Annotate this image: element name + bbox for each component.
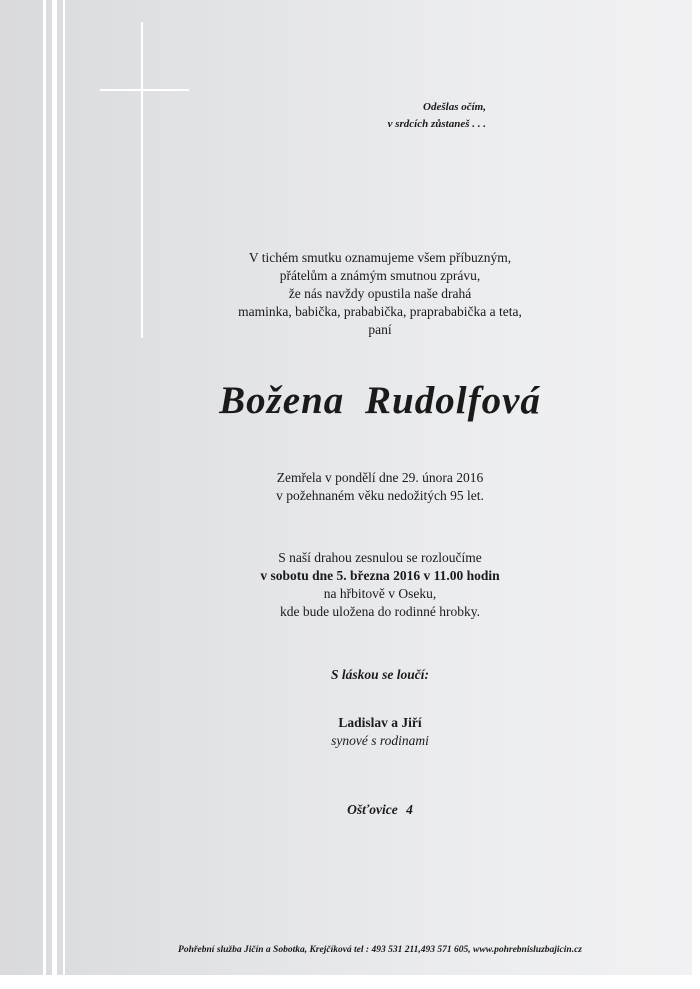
death-info xyxy=(40,469,700,505)
scan-edge xyxy=(0,975,700,989)
mourner-relation: synové s rodinami xyxy=(331,733,429,748)
death-line: Zemřela v pondělí dne 29. února 2016 xyxy=(276,470,484,485)
announcement-line: paní xyxy=(368,322,392,337)
announcement-line: přátelům a známým smutnou zprávu, xyxy=(279,268,481,283)
address: Ošťovice 4 xyxy=(347,802,413,817)
cross-icon-horizontal xyxy=(100,89,189,91)
announcement-line: V tichém smutku oznamujeme všem příbuzným, xyxy=(248,250,512,265)
mourners xyxy=(40,714,700,750)
deceased-name: Božena Rudolfová xyxy=(219,379,541,422)
funeral-service-footer: Pohřební služba Jičín a Sobotka, Krejčíková tel : 493 531 211,493 571 605, www.pohrebnisluzbajicin.cz xyxy=(178,945,582,955)
ceremony-info xyxy=(40,549,700,621)
mourner-names: Ladislav a Jiří xyxy=(338,715,422,730)
motto-line: Odešlas očím, xyxy=(423,101,486,113)
ceremony-line: kde bude uložena do rodinné hrobky. xyxy=(279,604,481,619)
ceremony-line: na hřbitově v Oseku, xyxy=(323,586,437,601)
ceremony-line: S naší drahou zesnulou se rozloučíme xyxy=(278,550,482,565)
ceremony-date: v sobotu dne 5. března 2016 v 11.00 hodin xyxy=(260,568,500,583)
farewell-heading: S láskou se loučí: xyxy=(331,667,429,682)
motto-line: v srdcích zůstaneš . . . xyxy=(387,118,486,130)
motto xyxy=(340,99,486,133)
announcement-text xyxy=(40,249,700,339)
announcement-line: že nás navždy opustila naše drahá xyxy=(288,286,472,301)
announcement-line: maminka, babička, prababička, praprababička a teta, xyxy=(238,304,522,319)
death-line: v požehnaném věku nedožitých 95 let. xyxy=(276,488,484,503)
